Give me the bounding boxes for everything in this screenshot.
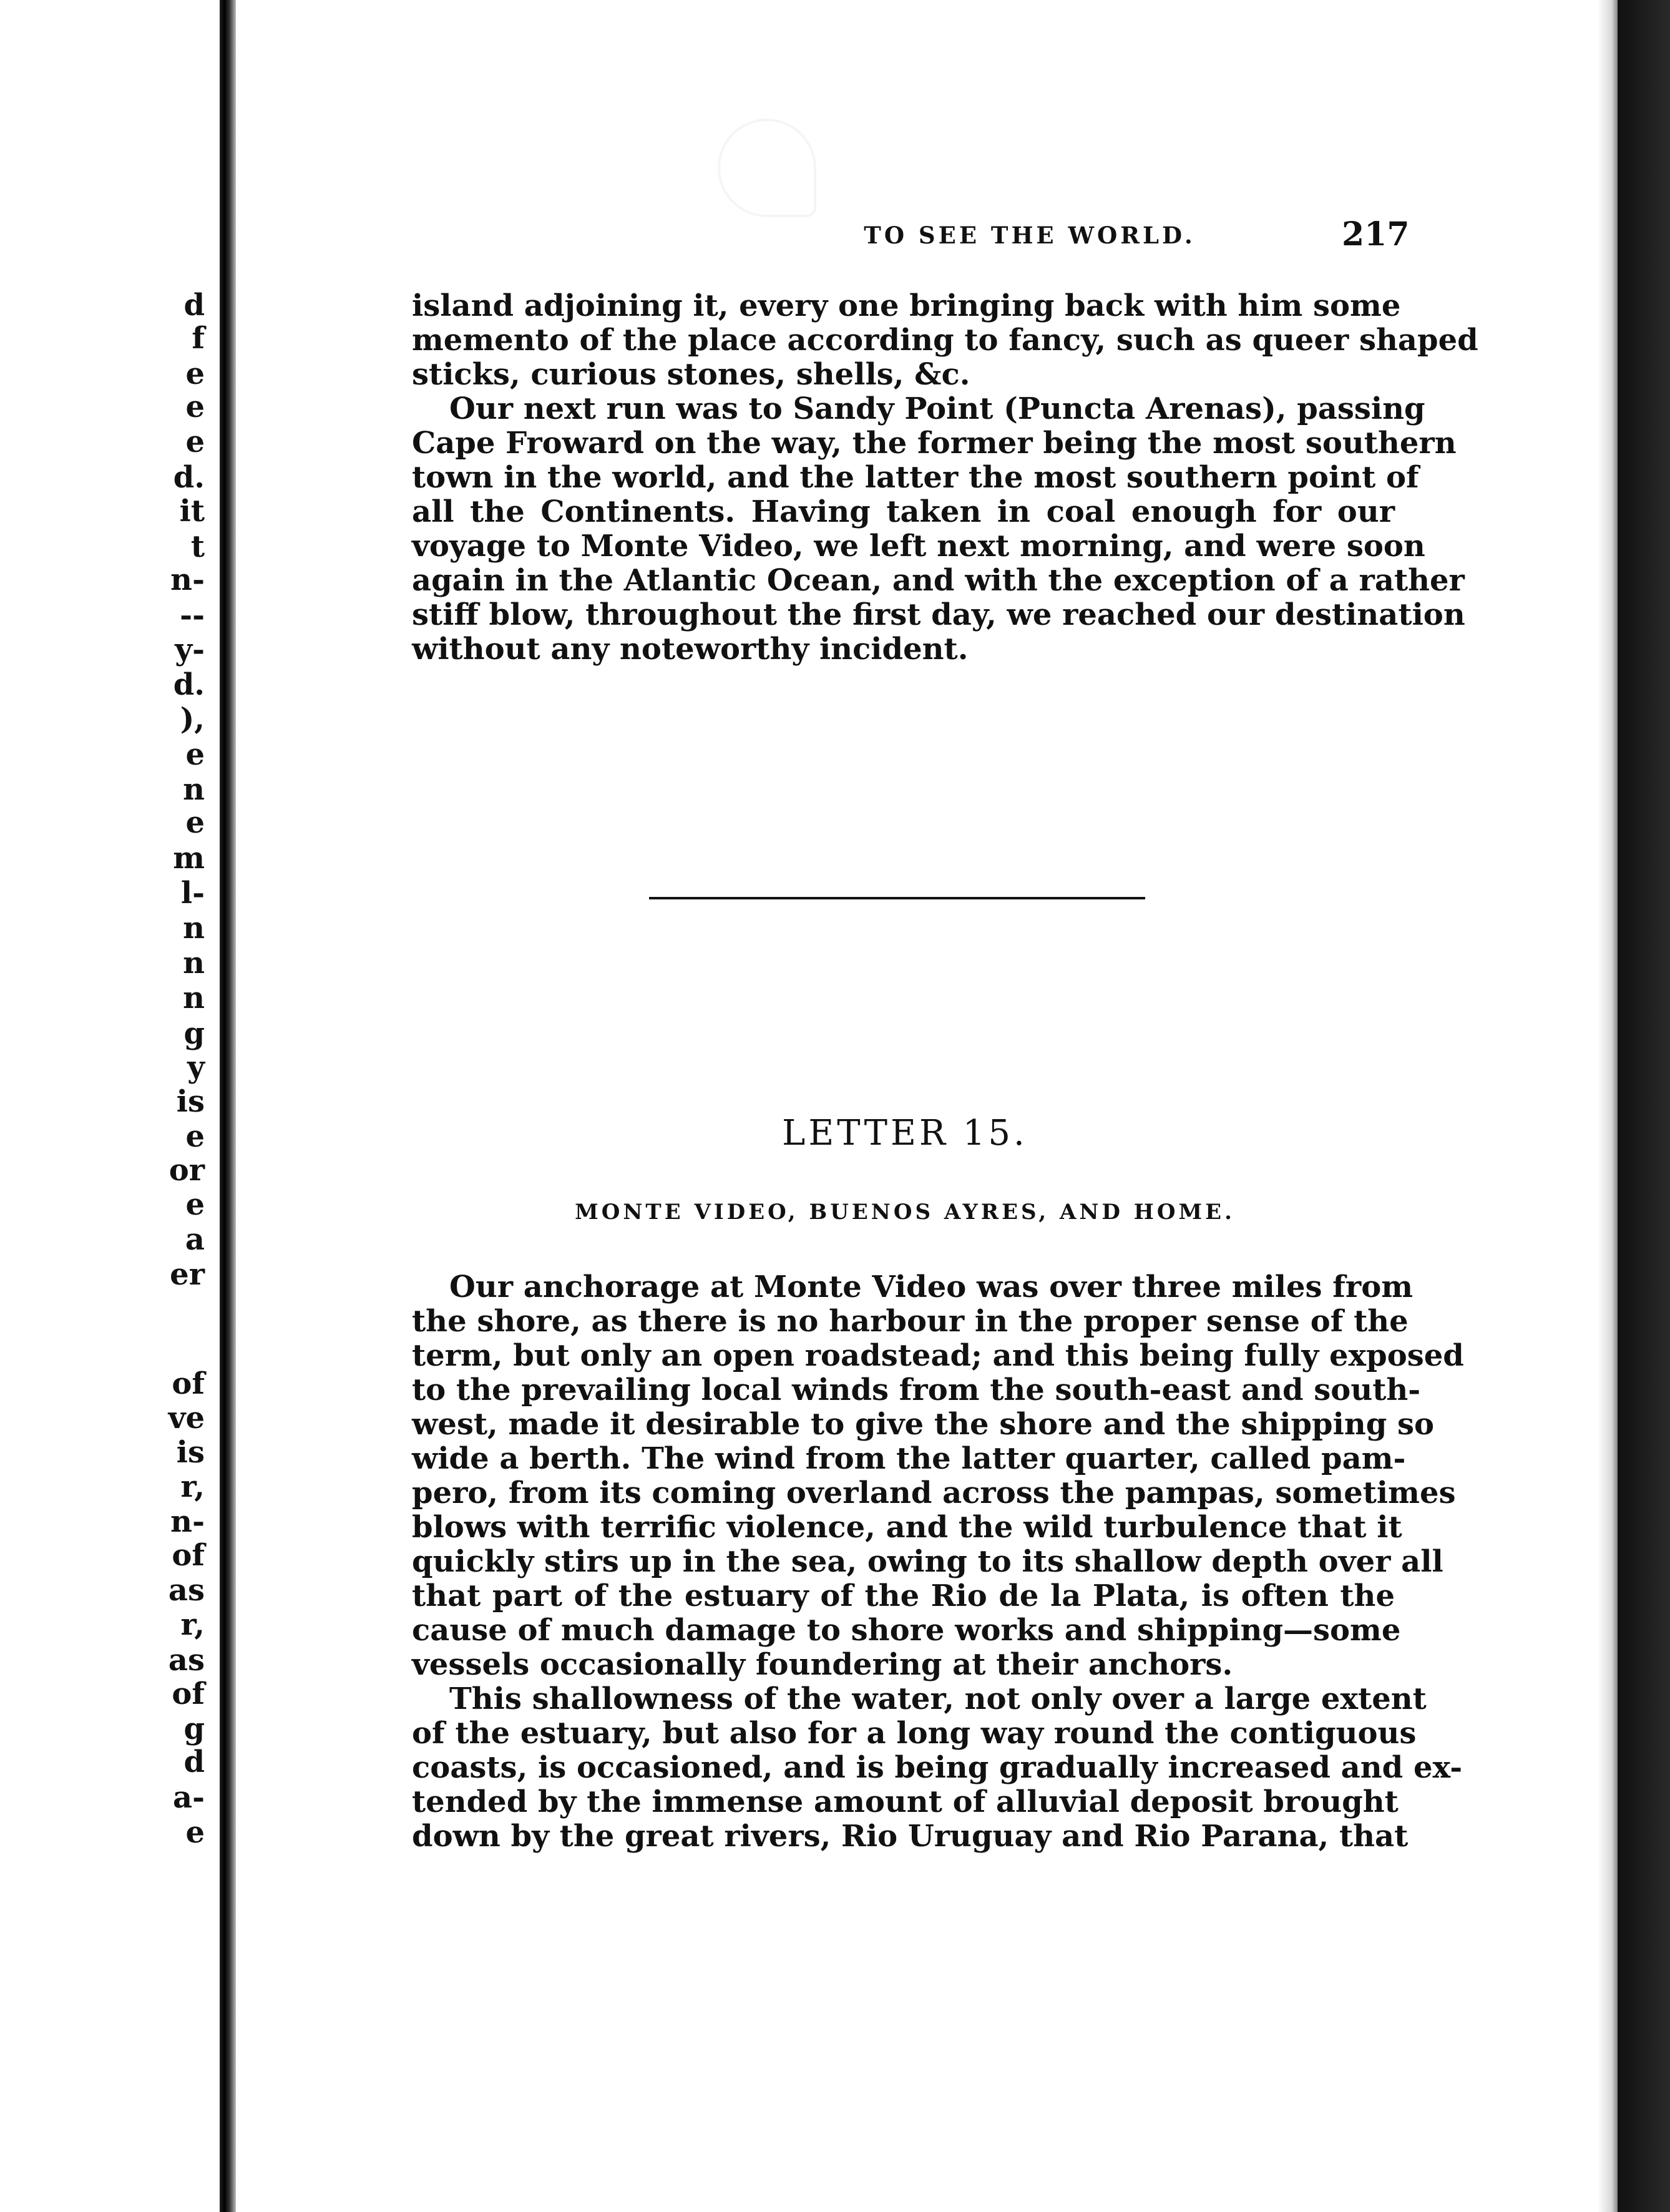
facing-page-fragment: or — [168, 1153, 205, 1188]
text-line: tended by the immense amount of alluvial deposit brought — [412, 1784, 1399, 1819]
text-line: voyage to Monte Video, we left next morning, and were soon — [412, 529, 1425, 564]
facing-page-fragment: d — [183, 1745, 205, 1779]
facing-page-fragment: n — [183, 946, 205, 981]
facing-page-fragment: d. — [173, 667, 205, 702]
facing-page-fragment: is — [176, 1084, 205, 1119]
facing-page-fragment: m — [173, 841, 205, 876]
text-line: west, made it desirable to give the shore and the shipping so — [412, 1407, 1435, 1442]
text-line: vessels occasionally foundering at their anchors. — [412, 1647, 1233, 1682]
facing-page-fragment: e — [185, 1815, 205, 1850]
text-line: coasts, is occasioned, and is being gradually increased and ex- — [412, 1750, 1463, 1785]
facing-page-fragment: a- — [172, 1780, 205, 1815]
text-line: pero, from its coming overland across the pampas, sometimes — [412, 1475, 1456, 1510]
facing-page-fragment: l- — [180, 876, 205, 911]
text-line: down by the great rivers, Rio Uruguay and Rio Parana, that — [412, 1819, 1409, 1854]
letter-title: LETTER 15. — [782, 1113, 1028, 1153]
text-line: Cape Froward on the way, the former being the most southern — [412, 426, 1457, 461]
text-line: cause of much damage to shore works and shipping—some — [412, 1613, 1401, 1648]
facing-page-fragment: d. — [173, 460, 205, 495]
continuation-text — [412, 288, 1478, 667]
facing-page-fragment: -- — [180, 598, 205, 633]
page-number: 217 — [1342, 215, 1410, 253]
facing-page-fragment: r, — [180, 1607, 205, 1642]
facing-page-fragment: n — [183, 911, 205, 946]
facing-page-fragment: g — [183, 1711, 205, 1746]
text-line: wide a berth. The wind from the latter quarter, called pam- — [412, 1441, 1406, 1476]
facing-page-fragment: er — [170, 1257, 205, 1292]
text-line: all the Continents. Having taken in coal enough for our — [412, 494, 1395, 529]
facing-page-fragment: y — [187, 1050, 205, 1085]
text-line: term, but only an open roadstead; and this being fully exposed — [412, 1338, 1464, 1373]
text-line: to the prevailing local winds from the south-east and south- — [412, 1373, 1421, 1407]
facing-page-fragment: e — [185, 1119, 205, 1154]
text-line: Our anchorage at Monte Video was over three miles from — [449, 1270, 1413, 1304]
facing-page-fragment: ve — [168, 1401, 205, 1436]
facing-page-fragment: as — [168, 1643, 205, 1678]
text-line: memento of the place according to fancy, such as queer shaped — [412, 323, 1478, 358]
facing-page-fragment: n- — [170, 562, 205, 597]
facing-page-fragment: f — [192, 321, 205, 356]
text-line: town in the world, and the latter the most southern point of — [412, 460, 1419, 495]
text-line: again in the Atlantic Ocean, and with the exception of a rather — [412, 563, 1465, 598]
text-line: the shore, as there is no harbour in the proper sense of the — [412, 1304, 1409, 1339]
text-line: blows with terrific violence, and the wild turbulence that it — [412, 1510, 1402, 1545]
facing-page-fragment: of — [172, 1676, 205, 1711]
facing-page-fragment: of — [172, 1366, 205, 1401]
facing-page-fragment: n- — [170, 1504, 205, 1539]
text-line: This shallowness of the water, not only over a large extent — [449, 1681, 1427, 1716]
facing-page-fragment: e — [185, 389, 205, 424]
facing-page-fragment: e — [185, 737, 205, 772]
facing-page-fragment: d — [183, 288, 205, 323]
letter-subtitle: MONTE VIDEO, BUENOS AYRES, AND HOME. — [575, 1200, 1235, 1225]
text-line: without any noteworthy incident. — [412, 632, 969, 667]
facing-page-fragment: t — [190, 529, 205, 564]
text-line: sticks, curious stones, shells, &c. — [412, 357, 970, 392]
facing-page-fragment: e — [185, 1187, 205, 1222]
text-line: quickly stirs up in the sea, owing to its shallow depth over all — [412, 1544, 1443, 1579]
facing-page-fragment: e — [185, 356, 205, 391]
facing-page-fragment: r, — [180, 1469, 205, 1504]
facing-page-fragment: is — [176, 1435, 205, 1470]
facing-page-fragment: of — [172, 1538, 205, 1573]
text-line: stiff blow, throughout the first day, we reached our destination — [412, 597, 1465, 632]
text-line: island adjoining it, every one bringing back with him some — [412, 288, 1401, 323]
facing-page-fragment: y- — [175, 632, 205, 667]
facing-page-fragment: as — [168, 1573, 205, 1608]
letter-body — [412, 1270, 1464, 1854]
text-line: of the estuary, but also for a long way round the contiguous — [412, 1716, 1417, 1751]
facing-page-fragment: e — [185, 424, 205, 459]
facing-page-fragment: it — [179, 494, 205, 529]
section-divider — [649, 897, 1145, 899]
facing-page-fragment: n — [183, 981, 205, 1015]
facing-page-fragment: g — [183, 1016, 205, 1051]
running-title: TO SEE THE WORLD. — [864, 222, 1196, 249]
facing-page-fragment: e — [185, 805, 205, 840]
text-line: Our next run was to Sandy Point (Puncta Arenas), passing — [449, 391, 1425, 426]
facing-page-fragment: n — [183, 772, 205, 807]
text-line: that part of the estuary of the Rio de la Plata, is often the — [412, 1578, 1395, 1613]
facing-page-fragment: a — [185, 1222, 205, 1257]
facing-page-fragment: ), — [180, 702, 205, 737]
